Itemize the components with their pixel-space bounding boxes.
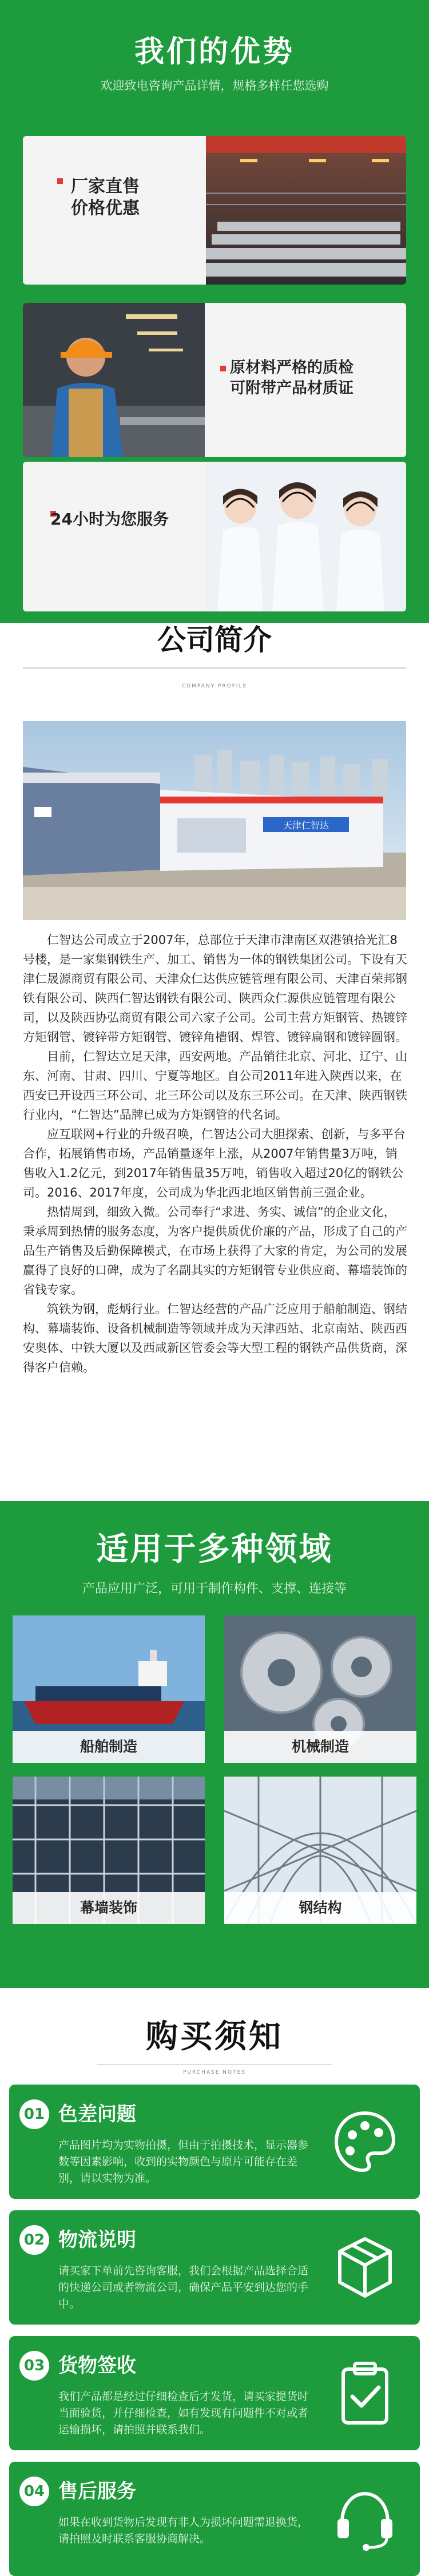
applications-section: [0, 1501, 429, 1988]
notes-title: 购买须知: [146, 2018, 283, 2055]
applications-title: 适用于多种领域: [96, 1531, 333, 1568]
note-number: 02: [19, 2225, 49, 2255]
note-title: 售后服务: [58, 2480, 136, 2503]
accent-marker: [220, 366, 226, 371]
application-card-curtain-wall: [13, 1777, 205, 1924]
intro-paragraph: 仁智达公司成立于2007年，总部位于天津市津南区双港镇拾光汇8号楼，是一家集钢铁生产、加工、销售为一体的钢铁集团公司。下设有天津仁晟源商贸有限公司、天津众仁达供应链管理有限公司、天津百荣邦钢铁有限公司、陕西仁智达钢铁有限公司、陕西众仁源供应链管理有限公司，以及陕西协弘商贸有限公司六家子公司。公司主营方矩钢管、热镀锌方矩钢管、镀锌带方矩钢管、镀锌角槽钢、焊管、镀锌扁钢和镀锌圆钢。: [23, 933, 407, 1044]
palette-icon: [331, 2107, 399, 2176]
advantage-text: 原材料严格的质检 可附带产品材质证: [230, 359, 353, 397]
company-building-photo: [23, 721, 406, 920]
note-title: 色差问题: [58, 2103, 136, 2126]
package-icon: [331, 2233, 399, 2302]
advantages-subtitle: 欢迎致电咨询产品详情，规格多样任您选购: [100, 79, 329, 93]
application-label: 机械制造: [224, 1731, 416, 1763]
intro-paragraph: 热情周到，细致入微。公司奉行“求进、务实、诚信”的企业文化，秉承周到热情的服务态度，为客户提供质优价廉的产品，形成了自己的产品生产销售及后勤保障模式，在市场上获得了大家的肯定，为公司的发展赢得了良好的口碑，成为了名副其实的方矩钢管专业供应商、幕墙装饰的省钱专家。: [23, 1205, 407, 1297]
application-card-ship: [13, 1615, 205, 1763]
building-sign-text: 天津仁智达: [283, 820, 329, 831]
applications-subtitle: 产品应用广泛，可用于制作构件、支撑、连接等: [82, 1582, 347, 1596]
advantage-card-quality: [23, 303, 406, 457]
accent-marker: [57, 178, 63, 184]
note-card-color: [9, 2085, 420, 2199]
note-number: 01: [19, 2099, 49, 2129]
note-card-after-sales: [9, 2462, 420, 2576]
advantage-text: 厂家直售 价格优惠: [71, 177, 140, 218]
note-body: 产品图片均为实物拍摄，但由于拍摄技术，显示器参数等因素影响，收到的实物颜色与原片可能存在差别，请以实物为准。: [58, 2139, 309, 2185]
note-card-signing: [9, 2336, 420, 2450]
advantage-text: 24小时为您服务: [50, 510, 169, 529]
application-label: 船舶制造: [13, 1731, 205, 1763]
headset-icon: [331, 2485, 399, 2553]
note-body: 请买家下单前先咨询客服，我们会根据产品选择合适的快递公司或者物流公司，确保产品平安到达您的手中。: [58, 2265, 309, 2310]
intro-title: 公司简介: [157, 623, 272, 657]
intro-paragraph: 筑铁为钢，彪炳行业。仁智达经营的产品广泛应用于船舶制造、钢结构、幕墙装饰、设备机械制造等领域并成为天津西站、北京南站、陕西西安奥体、中铁大厦以及西咸新区管委会等大型工程的钢铁产品供货商，深得客户信赖。: [23, 1302, 407, 1374]
application-label: 幕墙装饰: [13, 1892, 205, 1924]
advantage-card-price: [23, 136, 406, 285]
note-title: 货物签收: [58, 2354, 136, 2377]
note-title: 物流说明: [58, 2229, 136, 2251]
worker-photo: [23, 303, 205, 457]
application-label: 钢结构: [224, 1892, 416, 1924]
application-card-steel-structure: [224, 1777, 416, 1924]
intro-paragraph: 应互联网+行业的升级召唤，仁智达公司大胆探索、创新，与多平台合作，拓展销售市场，产品销量逐年上涨，从2007年销售量3万吨，销售收入1.2亿元，到2017年销售量35万吨，销售收入超过20亿的钢铁公司。2016、2017年度，公司成为华北西北地区销售前三强企业。: [23, 1127, 406, 1199]
divider: [97, 2064, 332, 2065]
intro-body: [23, 930, 407, 1377]
advantage-card-service: [23, 462, 406, 611]
note-body: 如果在收到货物后发现有非人为损坏问题需退换货，请拍照及时联系客服协商解决。: [58, 2516, 309, 2545]
note-number: 03: [19, 2351, 49, 2381]
intro-header-fine: COMPANY PROFILE: [181, 683, 248, 689]
call-center-photo: [206, 462, 406, 611]
notes-header-fine: PURCHASE NOTES: [182, 2070, 246, 2075]
divider: [23, 667, 406, 669]
advantages-title: 我们的优势: [134, 35, 295, 69]
intro-paragraph: 目前，仁智达立足天津，西安两地。产品销往北京、河北、辽宁、山东、河南、甘肃、四川、宁夏等地区。自公司2011年进入陕西以来，在西安已开设西三环公司、北三环公司以及东三环公司。在天津、陕西钢铁行业内，“仁智达”品牌已成为方矩钢管的代名词。: [23, 1050, 407, 1122]
note-body: 我们产品都是经过仔细检查后才发货，请买家提货时当面验货，并仔细检查，如有发现有问题件不对或者运输损坏，请拍照并联系我们。: [58, 2390, 309, 2436]
warehouse-photo: [206, 136, 406, 285]
clipboard-icon: [331, 2359, 399, 2427]
advantages-section: [0, 0, 429, 623]
note-number: 04: [19, 2477, 49, 2506]
application-card-machinery: [224, 1615, 416, 1763]
note-card-logistics: [9, 2210, 420, 2325]
